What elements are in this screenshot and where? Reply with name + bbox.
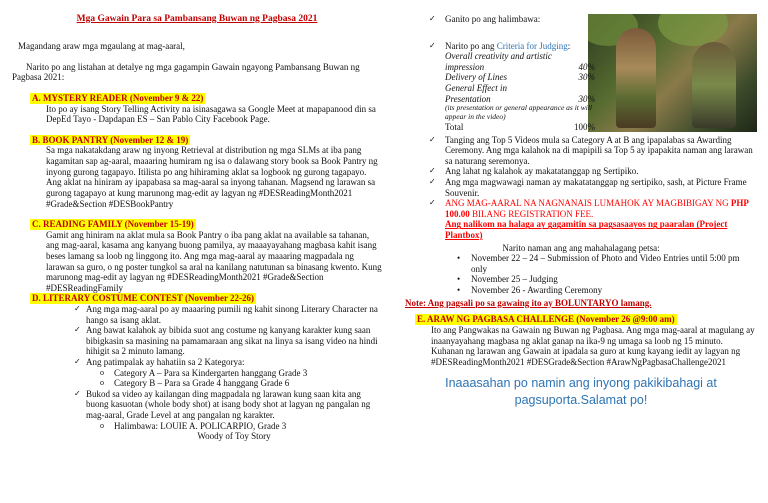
example-list	[86, 421, 382, 432]
section-c-heading: C. READING FAMILY (November 15-19)	[32, 219, 194, 230]
fee-text-2: BILANG REGISTRATION FEE.	[469, 208, 594, 219]
section-a-body: Ito po ay isang Story Telling Activity na isinasagawa sa Google Meet at mapapanood din sa DepEd Tayo - Dapdapan ES – San Pablo City Facebook Page.	[46, 103, 376, 125]
section-b	[12, 135, 382, 209]
criteria-note: (its presentation or general appearance as it will appear in the video)	[445, 103, 593, 122]
category-b: o Category B – Para sa Grade 4 hanggang Grade 6	[100, 378, 382, 389]
section-b-heading: B. BOOK PANTRY (November 12 & 19)	[32, 134, 189, 145]
criteria-label: General Effect in Presentation	[445, 83, 507, 104]
list-item: ✓ Tanging ang Top 5 Videos mula sa Category A at B ang ipapalabas sa Awarding Ceremony. Ang mga kalahok na di mapipili sa Top 5 ay ipapakita naman ang larawan sa naturang seremonya.	[429, 135, 757, 167]
criteria-intro	[429, 41, 757, 52]
example-character: Woody of Toy Story	[197, 431, 271, 442]
section-c	[12, 219, 382, 293]
section-d-heading: D. LITERARY COSTUME CONTEST (November 22-26)	[32, 293, 255, 304]
intro-paragraph: Narito po ang listahan at detalye ng mga gagampin Gawain ngayong Pambansang Buwan ng Pagbasa 2021:	[12, 61, 360, 83]
fee-text: ANG MAG-AARAL NA NAGNANAIS LUMAHOK AY MAGBIBIGAY NG	[445, 198, 731, 209]
criteria-tail: :	[567, 40, 571, 51]
criteria-row	[445, 72, 595, 83]
section-b-body: Sa mga nakatakdang araw ng inyong Retrieval at distribution ng mga SLMs at iba pang kagamitan sap ag-aaral, maaaring humiram ng isa o dalawang story book sa Book Pantry ng inyong gurong tagapayo. Itilista po ang hihiraming aklat sa logbook ng gurong tagapayo. Ang aklat na hiniram ay ipapabasa sa mag-aaral sa inyong tahanan. Magsend ng larawan sa gurong tagapayo at kung marunong mag-edit ay lagyan ng #DESReadingMonth2021 #Grade&Section #DESBookPantry	[46, 145, 378, 209]
closing-message: Inaaasahan po namin ang inyong pakikibahagi at pagsuporta.Salamat po!	[445, 376, 717, 408]
criteria-row	[445, 83, 595, 104]
registration-fee-item	[429, 198, 757, 240]
fee-purpose-link[interactable]: Ang nalikom na halaga ay gagamitin sa pagsasaayos ng paaralan (Project Plantbox)	[445, 219, 728, 241]
fee-amount: PHP 100.00	[445, 198, 749, 219]
section-a-heading: A. MYSTERY READER (November 9 & 22)	[32, 93, 204, 104]
schedule-intro: Narito naman ang ang mahahalagang petsa:	[502, 242, 660, 253]
criteria-link[interactable]: Criteria for Judging	[496, 40, 568, 51]
section-d	[12, 293, 382, 442]
list-item-text: Ang patimpalak ay hahatiin sa 2 Kategorya:	[86, 357, 245, 368]
section-d-list	[12, 304, 382, 442]
criteria-lead: Narito po ang	[445, 40, 497, 51]
page-title: Mga Gawain Para sa Pambansang Buwan ng Pagbasa 2021	[76, 14, 318, 24]
schedule-item: • November 26 - Awarding Ceremony	[457, 285, 757, 296]
list-item: ✓ Ang bawat kalahok ay bibida suot ang costume ng kanyang karakter kung saan bibigkasin sa masining na pamamaraan ang sikat na linya sa isang video na hindi hihigit sa 2 minuto lamang.	[74, 325, 382, 357]
category-a: o Category A – Para sa Kindergarten hanggang Grade 3	[100, 368, 382, 379]
criteria-label: Delivery of Lines	[445, 72, 507, 83]
total-label: Total	[445, 121, 464, 132]
section-e-body: Ito ang Pangwakas na Gawain ng Buwan ng Pagbasa. Ang mga mag-aaral at magulang ay inaanyayahang magbasa ng aklat ganap na ika-9 ng umaga sa loob ng 15 minuto. Kuhanan ng larawan ang Gawain at ipadala sa guro at kung kayang iedit ay lagyan ng #DESReadingMonth2021 #DESGrade&Section #ArawNgPagbasaChallenge2021	[431, 324, 755, 367]
schedule-item: • November 22 – 24 – Submission of Photo and Video Entries until 5:00 pm only	[457, 253, 757, 274]
total-pct: 100%	[574, 121, 595, 132]
example-label: ✓ Ganito po ang halimbawa:	[429, 14, 757, 25]
list-item: ✓ Ang mga magwawagi naman ay makatatanggap ng sertipiko, sash, at Picture Frame Souvenir.	[429, 177, 757, 198]
criteria-label: Overall creativity and artistic impression	[445, 51, 552, 72]
criteria-total	[445, 122, 595, 133]
list-item	[74, 389, 382, 442]
section-a	[12, 93, 382, 125]
greeting: Magandang araw mga mgaulang at mag-aaral,	[18, 41, 185, 52]
criteria-list	[445, 51, 595, 132]
list-item-text: Bukod sa video ay kailangan ding magpadala ng larawan kung saan kita ang buong kasuotan (whole body shot) at isang body shot at lagyan ng pangalan ng mag-aaral, Grade Level at ang pangalan ng karakter.	[86, 388, 371, 421]
category-list	[86, 368, 382, 389]
criteria-row	[445, 51, 595, 72]
schedule-item: • November 25 – Judging	[457, 274, 757, 285]
list-item: ✓ Ang mga mag-aaral po ay maaaring pumili ng kahit sinong Literary Character na hango sa isang aklat.	[74, 304, 382, 325]
section-e-heading: E. ARAW NG PAGBASA CHALLENGE (November 26 @9:00 am)	[417, 314, 675, 325]
criteria-pct: 30%	[578, 93, 595, 104]
list-item	[74, 357, 382, 389]
list-item: ✓ Ang lahat ng kalahok ay makatatanggap ng Sertipiko.	[429, 166, 757, 177]
criteria-pct: 40%	[578, 61, 595, 72]
voluntary-note: Note: Ang pagsali po sa gawaing ito ay BOLUNTARYO lamang.	[405, 297, 652, 308]
criteria-pct: 30%	[578, 72, 595, 83]
example-line: o Halimbawa: LOUIE A. POLICARPIO, Grade 3	[100, 421, 382, 432]
left-column	[12, 14, 382, 442]
section-c-body: Gamit ang hiniram na aklat mula sa Book Pantry o iba pang aklat na available sa tahanan, ang mag-aaral, kasama ang kanyang buong pamilya, ay maaayayahang magbasa kahit isang beses lamang sa loob ng linggong ito. Ang mga mag-aaral ay maaaring magpadala ng larawan sa guro, o ng poster tungkol sa aral na kanilang natutunan sa binasang kwento. Kung marunong mag-edit ay lagyan ng #DESReadingMonth2021 #Grade&Section #DESReadingFamily	[46, 229, 382, 293]
section-e	[405, 314, 757, 367]
right-column	[405, 14, 757, 409]
